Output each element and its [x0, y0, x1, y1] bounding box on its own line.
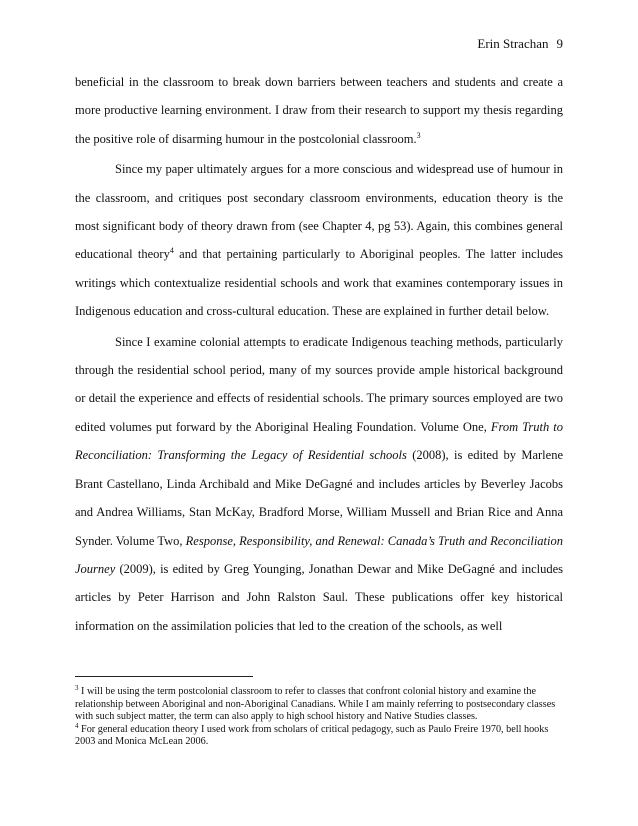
paragraph-3-text-a: Since I examine colonial attempts to eradicate Indigenous teaching methods, particularly through the residential school period, many of my sources provide ample historical background or detail the experience and effects of residential schools. The primary sources employed are two edited volumes put forward by the Aboriginal Healing Foundation. Volume One, — [75, 334, 563, 434]
footnote-4-text: For general education theory I used work from scholars of critical pedagogy, such as Paulo Freire 1970, bell hooks 2003 and Monica McLean 2006. — [75, 723, 549, 748]
header-author: Erin Strachan — [477, 36, 549, 51]
paragraph-1-text: beneficial in the classroom to break down barriers between teachers and students and create a more productive learning environment. I draw from their research to support my thesis regarding the positive role of disarming humour in the postcolonial classroom. — [75, 75, 563, 146]
paragraph-2-text-a: Since my paper ultimately argues for a more conscious and widespread use of humour in the classroom, and critiques post secondary classroom environments, education theory is the most significant body of theory drawn from (see Chapter 4, pg 53). Again, this combines general educational theory — [75, 162, 563, 262]
paragraph-3-text-c: (2009), is edited by Greg Younging, Jonathan Dewar and Mike DeGagné and includes articles by Peter Harrison and John Ralston Saul. These publications offer key historical information on the assimilation policies that led to the creation of the schools, as well — [75, 561, 563, 633]
footnote-ref-4[interactable]: 4 — [169, 246, 174, 256]
paragraph-3 — [75, 328, 563, 640]
footnote-4 — [75, 721, 563, 749]
footnotes — [75, 686, 563, 749]
paragraph-2-text-b: and that pertaining particularly to Aboriginal peoples. The latter includes writings which contextualize residential schools and work that examines contemporary issues in Indigenous education and cross-cultural education. These are explained in further detail below. — [75, 247, 564, 319]
footnote-3-text: I will be using the term postcolonial classroom to refer to classes that confront colonial history and examine the relationship between Aboriginal and non-Aboriginal Canadians. While I am mainly referring to postsecondary classes with such subject matter, the term can also apply to high school history and Native Studies classes. — [75, 686, 556, 723]
footnote-3-number: 3 — [75, 684, 79, 692]
footnote-4-number: 4 — [75, 721, 79, 730]
book-title-volume-one: From Truth to Reconciliation: Transforming the Legacy of Residential schools — [75, 419, 564, 463]
paragraph-1 — [75, 68, 563, 153]
footnote-ref-3[interactable]: 3 — [416, 130, 421, 140]
footnote-3 — [75, 686, 563, 724]
paragraph-2 — [75, 155, 563, 325]
book-title-volume-two: Response, Responsibility, and Renewal: Canada’s Truth and Reconciliation Journey — [75, 533, 563, 576]
footnote-separator — [75, 676, 253, 677]
paragraph-3-text-b: (2008), is edited by Marlene Brant Castellano, Linda Archibald and Mike DeGagné and includes articles by Beverley Jacobs and Andrea Williams, Stan McKay, Bradford Morse, William Mussell and Brian Rice and Anna Synder. Volume Two, — [75, 448, 563, 548]
page-number: 9 — [556, 36, 563, 51]
body-text — [75, 68, 563, 640]
running-header — [477, 36, 563, 52]
